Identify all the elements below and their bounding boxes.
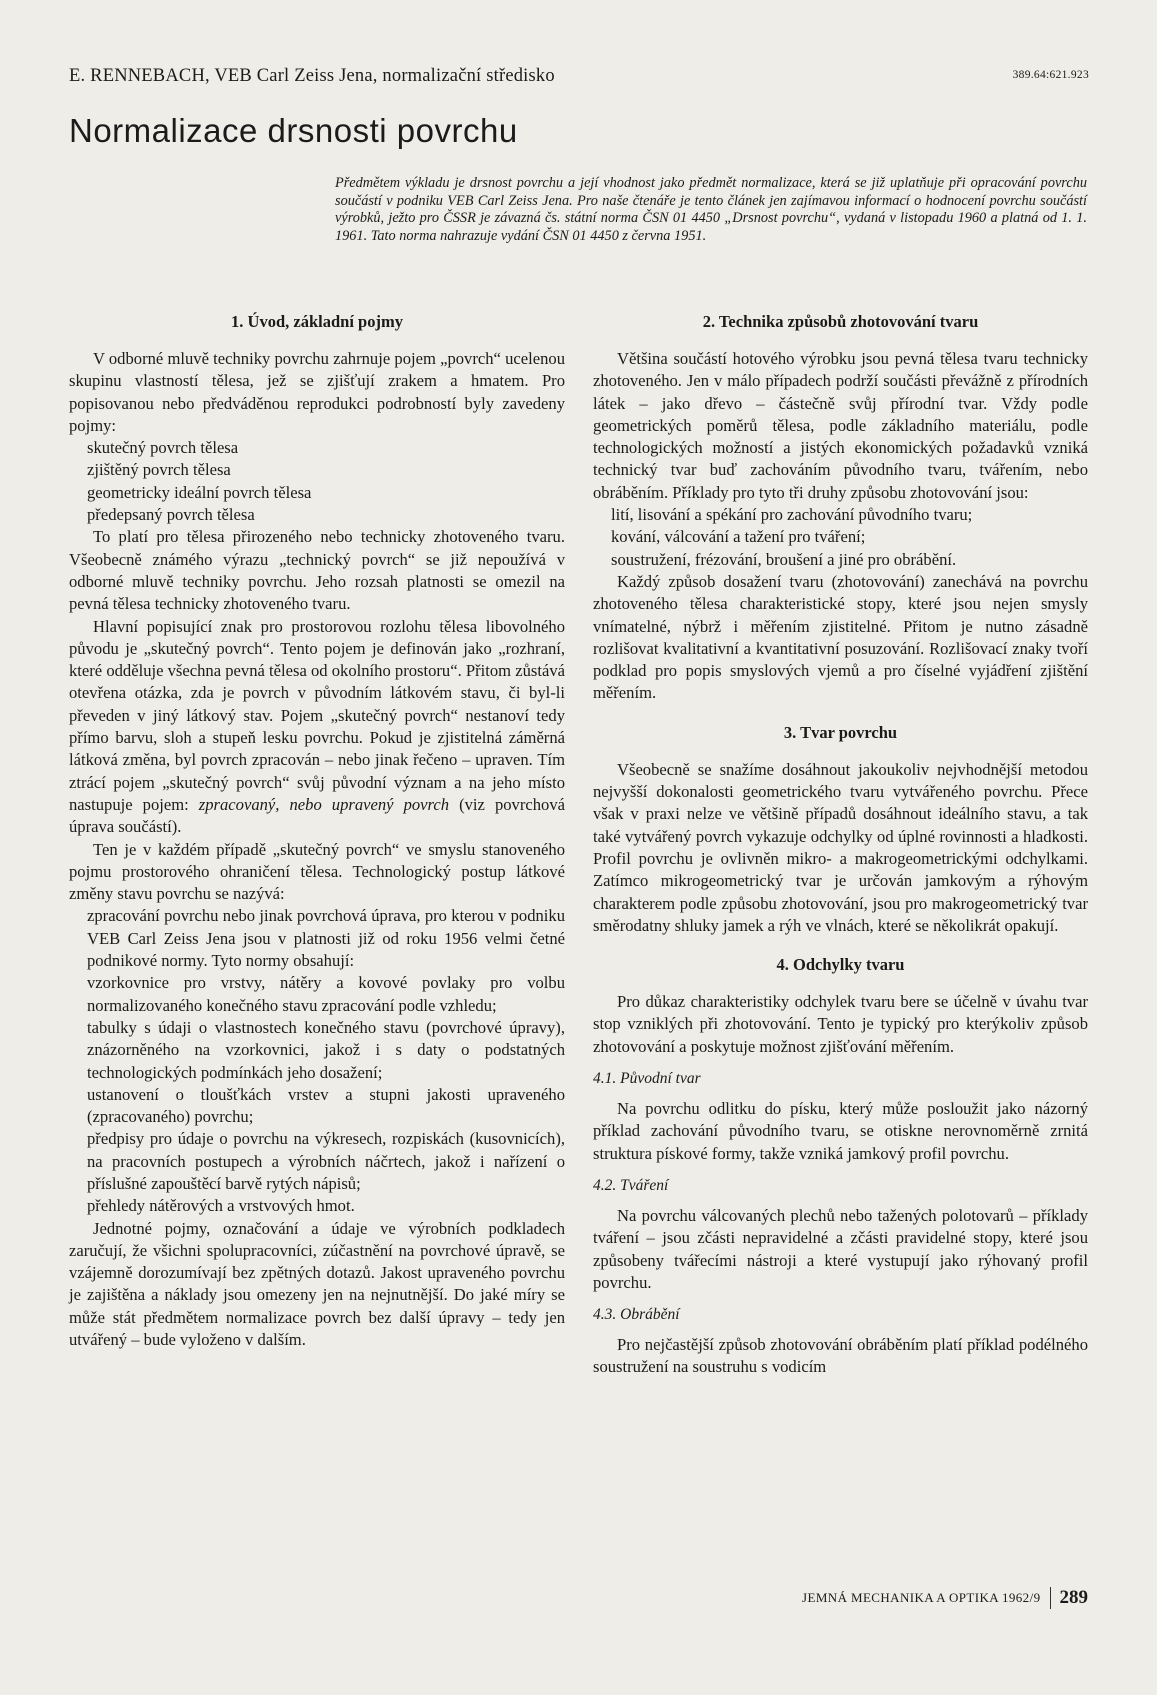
paragraph: Většina součástí hotového výrobku jsou pevná tělesa tvaru technicky zhotoveného. Jen v málo případech podrží součásti převážně z přírodních látek – jako dřevo – částečně svůj přírodní tvar. Vždy podle geometrických poměrů tělesa, podle základního materiálu, podle technologických možností a jistých ekonomických požadavků vzniká technický tvar buď zachováním původního tvaru, tvářením, nebo obráběním. Příklady pro tyto tři druhy způsobu zhotovování jsou: [593, 349, 1088, 502]
list-item: předpisy pro údaje o povrchu na výkresech, rozpiskách (kusovnicích), na pracovních postupech a výrobních náčrtech, jakož i nařízení o příslušné zapouštěcí barvě rytých nápisů; [87, 1129, 565, 1193]
list-item: lití, lisování a spékání pro zachování původního tvaru; [611, 505, 973, 525]
subsection-4-1-heading: 4.1. Původní tvar [593, 1070, 701, 1088]
page-number: 289 [1059, 1587, 1088, 1608]
list-item: přehledy nátěrových a vrstvových hmot. [87, 1196, 355, 1216]
paragraph [69, 616, 565, 839]
list-item: předepsaný povrch tělesa [87, 505, 255, 525]
paragraph: Pro nejčastější způsob zhotovování obráběním platí příklad podélného soustružení na soustruhu s vodicím [593, 1335, 1088, 1377]
udc-code: 389.64:621.923 [1012, 69, 1089, 81]
list-item: geometricky ideální povrch tělesa [87, 482, 312, 502]
emphasis-text: zpracovaný, nebo upravený povrch [198, 794, 450, 814]
list-item: kování, válcování a tažení pro tváření; [611, 527, 866, 547]
abstract: Předmětem výkladu je drsnost povrchu a její vhodnost jako předmět normalizace, která se již uplatňuje při opracování povrchu součástí v podniku VEB Carl Zeiss Jena. Pro naše čtenáře je tento článek jen zajímavou informací o hodnocení povrchu součástí výrobků, ježto pro ČSSR je závazná čs. státní norma ČSN 01 4450 „Drsnost povrchu“, vydaná v listopadu 1960 a platná od 1. 1. 1961. Tato norma nahrazuje vydání ČSN 01 4450 z června 1951. [335, 175, 1087, 244]
author-line: E. RENNEBACH, VEB Carl Zeiss Jena, normalizační středisko [69, 66, 555, 86]
list-item: zjištěný povrch tělesa [87, 460, 231, 480]
page-header [69, 66, 1089, 90]
section-1-heading: 1. Úvod, základní pojmy [231, 312, 403, 331]
list-item: ustanovení o tloušťkách vrstev a stupni jakosti upraveného (zpracovaného) povrchu; [87, 1084, 565, 1127]
list-item: skutečný povrch tělesa [87, 438, 239, 458]
paragraph: Každý způsob dosažení tvaru (zhotovování) zanechává na povrchu zhotoveného tělesa charakteristické stopy, které jsou nejen smysly vnímatelné, nýbrž i měřením zjistitelné. Přitom je nutno zásadně rozlišovat kvalitativní a kvantitativní posuzování. Rozlišovací znaky tvoří podklad pro popis smyslových vjemů a pro číselné vyjádření zjištění měřením. [593, 571, 1088, 703]
paragraph: To platí pro tělesa přirozeného nebo technicky zhotoveného tvaru. Všeobecně známého výrazu „technický povrch“ se již nepoužívá v odborné mluvě techniky povrchu. Jeho rozsah platnosti se omezil na pevná tělesa technicky zhotoveného tvaru. [69, 527, 565, 614]
page-footer [802, 1587, 1088, 1609]
paragraph: Na povrchu odlitku do písku, který může posloužit jako názorný příklad zachování původního tvaru, se otiskne nerovnoměrně zrnitá struktura pískové formy, takže vzniká jamkový profil povrchu. [593, 1099, 1088, 1163]
right-column [593, 312, 1088, 1379]
paragraph: Jednotné pojmy, označování a údaje ve výrobních podkladech zaručují, že všichni spolupracovníci, zúčastnění na povrchové úpravě, se vzájemně dorozumívají bez zpětných dotazů. Jakost upraveného povrchu je zajištěna a náklady jsou omezeny jen na nejnutnější. Do jaké míry se může stát předmětem normalizace povrch bez další úpravy – tedy jen utvářený – bude vyloženo v dalším. [69, 1218, 565, 1350]
paragraph: zpracování povrchu nebo jinak povrchová úprava, pro kterou v podniku VEB Carl Zeiss Jena jsou v platnosti již od roku 1956 velmi četné podnikové normy. Tyto normy obsahují: [87, 906, 565, 971]
journal-name: JEMNÁ MECHANIKA A OPTIKA 1962/9 [802, 1590, 1041, 1605]
paragraph-text: Hlavní popisující znak pro prostorovou rozlohu tělesa libovolného původu je „skutečný povrch“. Tento pojem je definován jako „rozhraní, které odděluje všechna pevná tělesa od okolního prostoru“. Přitom zůstává otevřena otázka, zda je povrch v původním látkovém stavu, či byl-li převeden v jiný látkový stav. Pojem „skutečný povrch“ nestanoví tedy přímo barvu, sloh a stupeň lesku povrchu. Pokud je zjistitelná záměrná látková změna, byl povrch zpracován – nebo jinak řečeno – upraven. Tím ztrácí pojem „skutečný povrch“ svůj původní význam a na jeho místo nastupuje pojem: [69, 616, 565, 814]
section-2-heading: 2. Technika způsobů zhotovování tvaru [702, 312, 979, 331]
subsection-4-2-heading: 4.2. Tváření [593, 1176, 669, 1194]
paragraph: Na povrchu válcovaných plechů nebo tažených polotovarů – příklady tváření – jsou zčásti nepravidelné a zčásti pravidelné stopy, které jsou způsobeny tvářecími nástroji a které vystupují jako rýhovaný profil povrchu. [593, 1205, 1088, 1292]
subsection-4-3-heading: 4.3. Obrábění [593, 1306, 680, 1324]
left-column [69, 312, 565, 1351]
paragraph: V odborné mluvě techniky povrchu zahrnuje pojem „povrch“ ucelenou skupinu vlastností tělesa, jež se zjišťují zrakem a hmatem. Pro popisovanou nebo předváděnou reprodukci podrobností byly zavedeny pojmy: [69, 349, 565, 435]
section-4-heading: 4. Odchylky tvaru [776, 955, 905, 975]
article-title: Normalizace drsnosti povrchu [69, 112, 518, 149]
paragraph: Všeobecně se snažíme dosáhnout jakoukoliv nejvhodnější metodou nejvyšší dokonalosti geometrického tvaru vytvářeného povrchu. Přece však v praxi nelze ve většině případů dosáhnout ideálního stavu, a tak také vytvářený povrch vykazuje odchylky od úplné rovinnosti a hladkosti. Profil povrchu je ovlivněn mikro- a makrogeometrickými odchylkami. Zatímco mikrogeometrický tvar je určován jamkovým a rýhovým charakterem podle způsobu zhotovování, jsou pro makrogeometrický tvar směrodatny shluky jamek a rýh ve vlnách, které se několikrát opakují. [593, 759, 1088, 935]
paragraph: Ten je v každém případě „skutečný povrch“ ve smyslu stanoveného pojmu prostorového ohraničení tělesa. Technologický postup látkové změny stavu povrchu se nazývá: [69, 839, 565, 904]
footer-divider [1050, 1587, 1051, 1609]
list-item: vzorkovnice pro vrstvy, nátěry a kovové povlaky pro volbu normalizovaného konečného stavu zpracování podle vzhledu; [87, 973, 565, 1015]
paragraph-text: (viz povrchová úprava součástí). [69, 794, 565, 837]
list-item: soustružení, frézování, broušení a jiné pro obrábění. [611, 549, 957, 569]
list-item: tabulky s údaji o vlastnostech konečného stavu (povrchové úpravy), znázorněného na vzorkovnici, jakož i s daty o podstatných technologických podmínkách jeho dosažení; [87, 1017, 565, 1082]
paragraph: Pro důkaz charakteristiky odchylek tvaru bere se účelně v úvahu tvar stop vzniklých při zhotovování. Tento je typický pro kterýkoliv způsob zhotovování a poskytuje možnost zjišťování měřením. [593, 992, 1088, 1056]
section-3-heading: 3. Tvar povrchu [783, 722, 898, 742]
